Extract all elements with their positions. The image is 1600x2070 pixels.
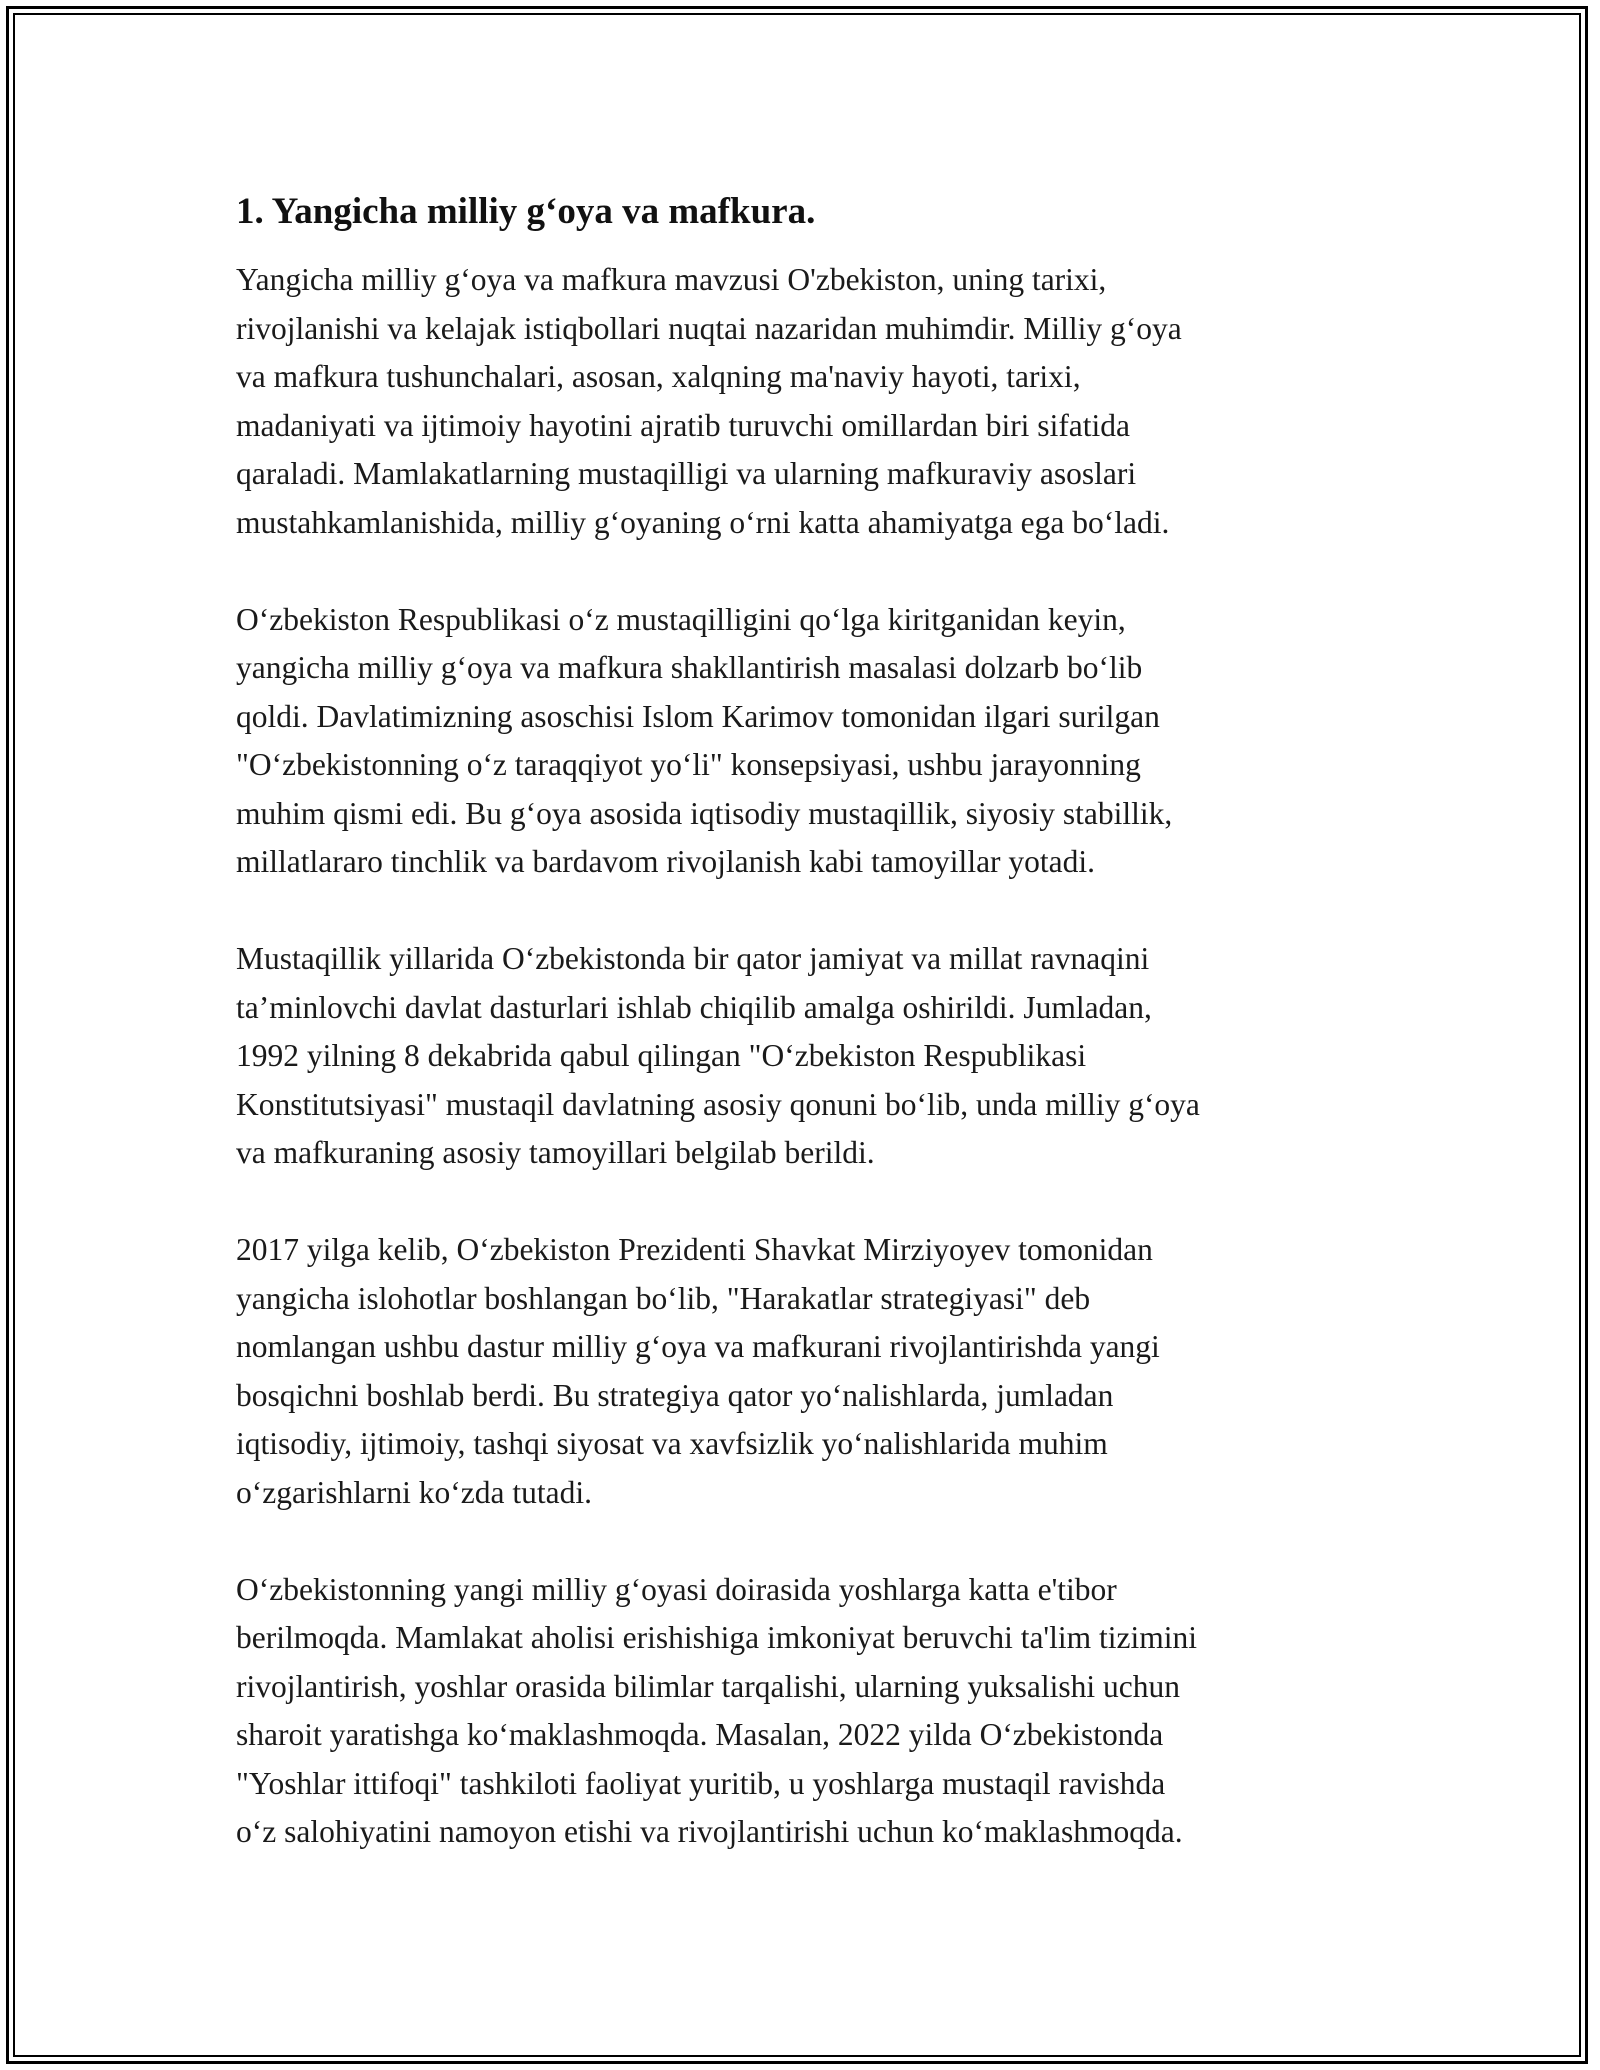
paragraph-1: Yangicha milliy g‘oya va mafkura mavzusi O'zbekiston, uning tarixi, rivojlanishi va kelajak istiqbollari nuqtai nazaridan muhimdir. Milliy g‘oya va mafkura tushunchalari, asosan, xalqning ma'naviy hayoti, tarixi, madaniyati va ijtimoiy hayotini ajratib turuvchi omillardan biri sifatida qaraladi. Mamlakatlarning mustaqilligi va ularning mafkuraviy asoslari mustahkamlanishida, milliy g‘oyaning o‘rni katta ahamiyatga ega bo‘ladi. (236, 262, 1182, 540)
paragraph-5: O‘zbekistonning yangi milliy g‘oyasi doirasida yoshlarga katta e'tibor berilmoqda. Mamlakat aholisi erishishiga imkoniyat beruvchi ta'lim tizimini rivojlantirish, yoshlar orasida bilimlar tarqalishi, ularning yuksalishi uchun sharoit yaratishga ko‘maklashmoqda. Masalan, 2022 yilda O‘zbekistonda "Yoshlar ittifoqi" tashkiloti faoliyat yuritib, u yoshlarga mustaqil ravishda o‘z salohiyatini namoyon etishi va rivojlantirishi uchun ko‘maklashmoqda. (236, 1571, 1197, 1849)
document-body (236, 188, 1386, 1905)
paragraph-2: O‘zbekiston Respublikasi o‘z mustaqilligini qo‘lga kiritganidan keyin, yangicha milliy g‘oya va mafkura shakllantirish masalasi dolzarb bo‘lib qoldi. Davlatimizning asoschisi Islom Karimov tomonidan ilgari surilgan "O‘zbekistonning o‘z taraqqiyot yo‘li" konsepsiyasi, ushbu jarayonning muhim qismi edi. Bu g‘oya asosida iqtisodiy mustaqillik, siyosiy stabillik, millatlararo tinchlik va bardavom rivojlanish kabi tamoyillar yotadi. (236, 601, 1173, 879)
section-heading: 1. Yangicha milliy g‘oya va mafkura. (236, 191, 816, 232)
paragraph-4: 2017 yilga kelib, O‘zbekiston Prezidenti Shavkat Mirziyoyev tomonidan yangicha islohotlar boshlangan bo‘lib, "Harakatlar strategiyasi" deb nomlangan ushbu dastur milliy g‘oya va mafkurani rivojlantirishda yangi bosqichni boshlab berdi. Bu strategiya qator yo‘nalishlarda, jumladan iqtisodiy, ijtimoiy, tashqi siyosat va xavfsizlik yo‘nalishlarida muhim o‘zgarishlarni ko‘zda tutadi. (236, 1232, 1160, 1510)
paragraph-3: Mustaqillik yillarida O‘zbekistonda bir qator jamiyat va millat ravnaqini ta’minlovchi davlat dasturlari ishlab chiqilib amalga oshirildi. Jumladan, 1992 yilning 8 dekabrida qabul qilingan "O‘zbekiston Respublikasi Konstitutsiyasi" mustaqil davlatning asosiy qonuni bo‘lib, unda milliy g‘oya va mafkuraning asosiy tamoyillari belgilab berildi. (236, 941, 1200, 1170)
